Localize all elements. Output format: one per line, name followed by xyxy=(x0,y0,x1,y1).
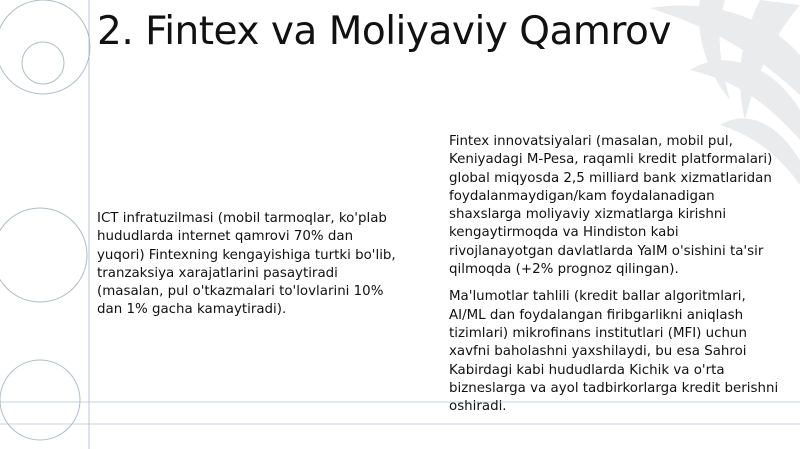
right-paragraph-2: Ma'lumotlar tahlili (kredit ballar algoritmlari, AI/ML dan foydalangan firibgarlikni aniqlash tizimlari) mikrofinans institutlari (MFI) uchun xavfni baholashni yaxshilaydi, bu esa Sahroi Kabirdagi kabi hududlarda Kichik va o'rta bizneslarga va ayol tadbirkorlarga kredit berishni oshiradi. xyxy=(449,289,779,415)
circle-decoration-bottom xyxy=(0,208,87,440)
right-paragraph-1: Fintex innovatsiyalari (masalan, mobil pul, Keniyadagi M-Pesa, raqamli kredit platformalari) global miqyosda 2,5 milliard bank xizmatlaridan foydalanmaydigan/kam foydalanadigan shaxslarga moliyaviy xizmatlarga kirishni kengaytirmoqda va Hindiston kabi rivojlanayotgan davlatlarda YaIM o'sishini ta'sir qilmoqda (+2% prognoz qilingan). xyxy=(449,134,773,278)
right-text-block xyxy=(449,133,779,425)
left-text-block xyxy=(97,210,397,320)
circle-decoration-top xyxy=(0,0,90,94)
left-paragraph: ICT infratuzilmasi (mobil tarmoqlar, ko'plab hududlarda internet qamrovi 70% dan yuqori) Fintexning kengayishiga turtki bo'lib, tranzaksiya xarajatlarini pasaytiradi (masalan, pul o'tkazmalari to'lovlarini 10% dan 1% gacha kamaytiradi). xyxy=(97,211,396,318)
slide-title: 2. Fintex va Moliyaviy Qamrov xyxy=(97,9,671,54)
